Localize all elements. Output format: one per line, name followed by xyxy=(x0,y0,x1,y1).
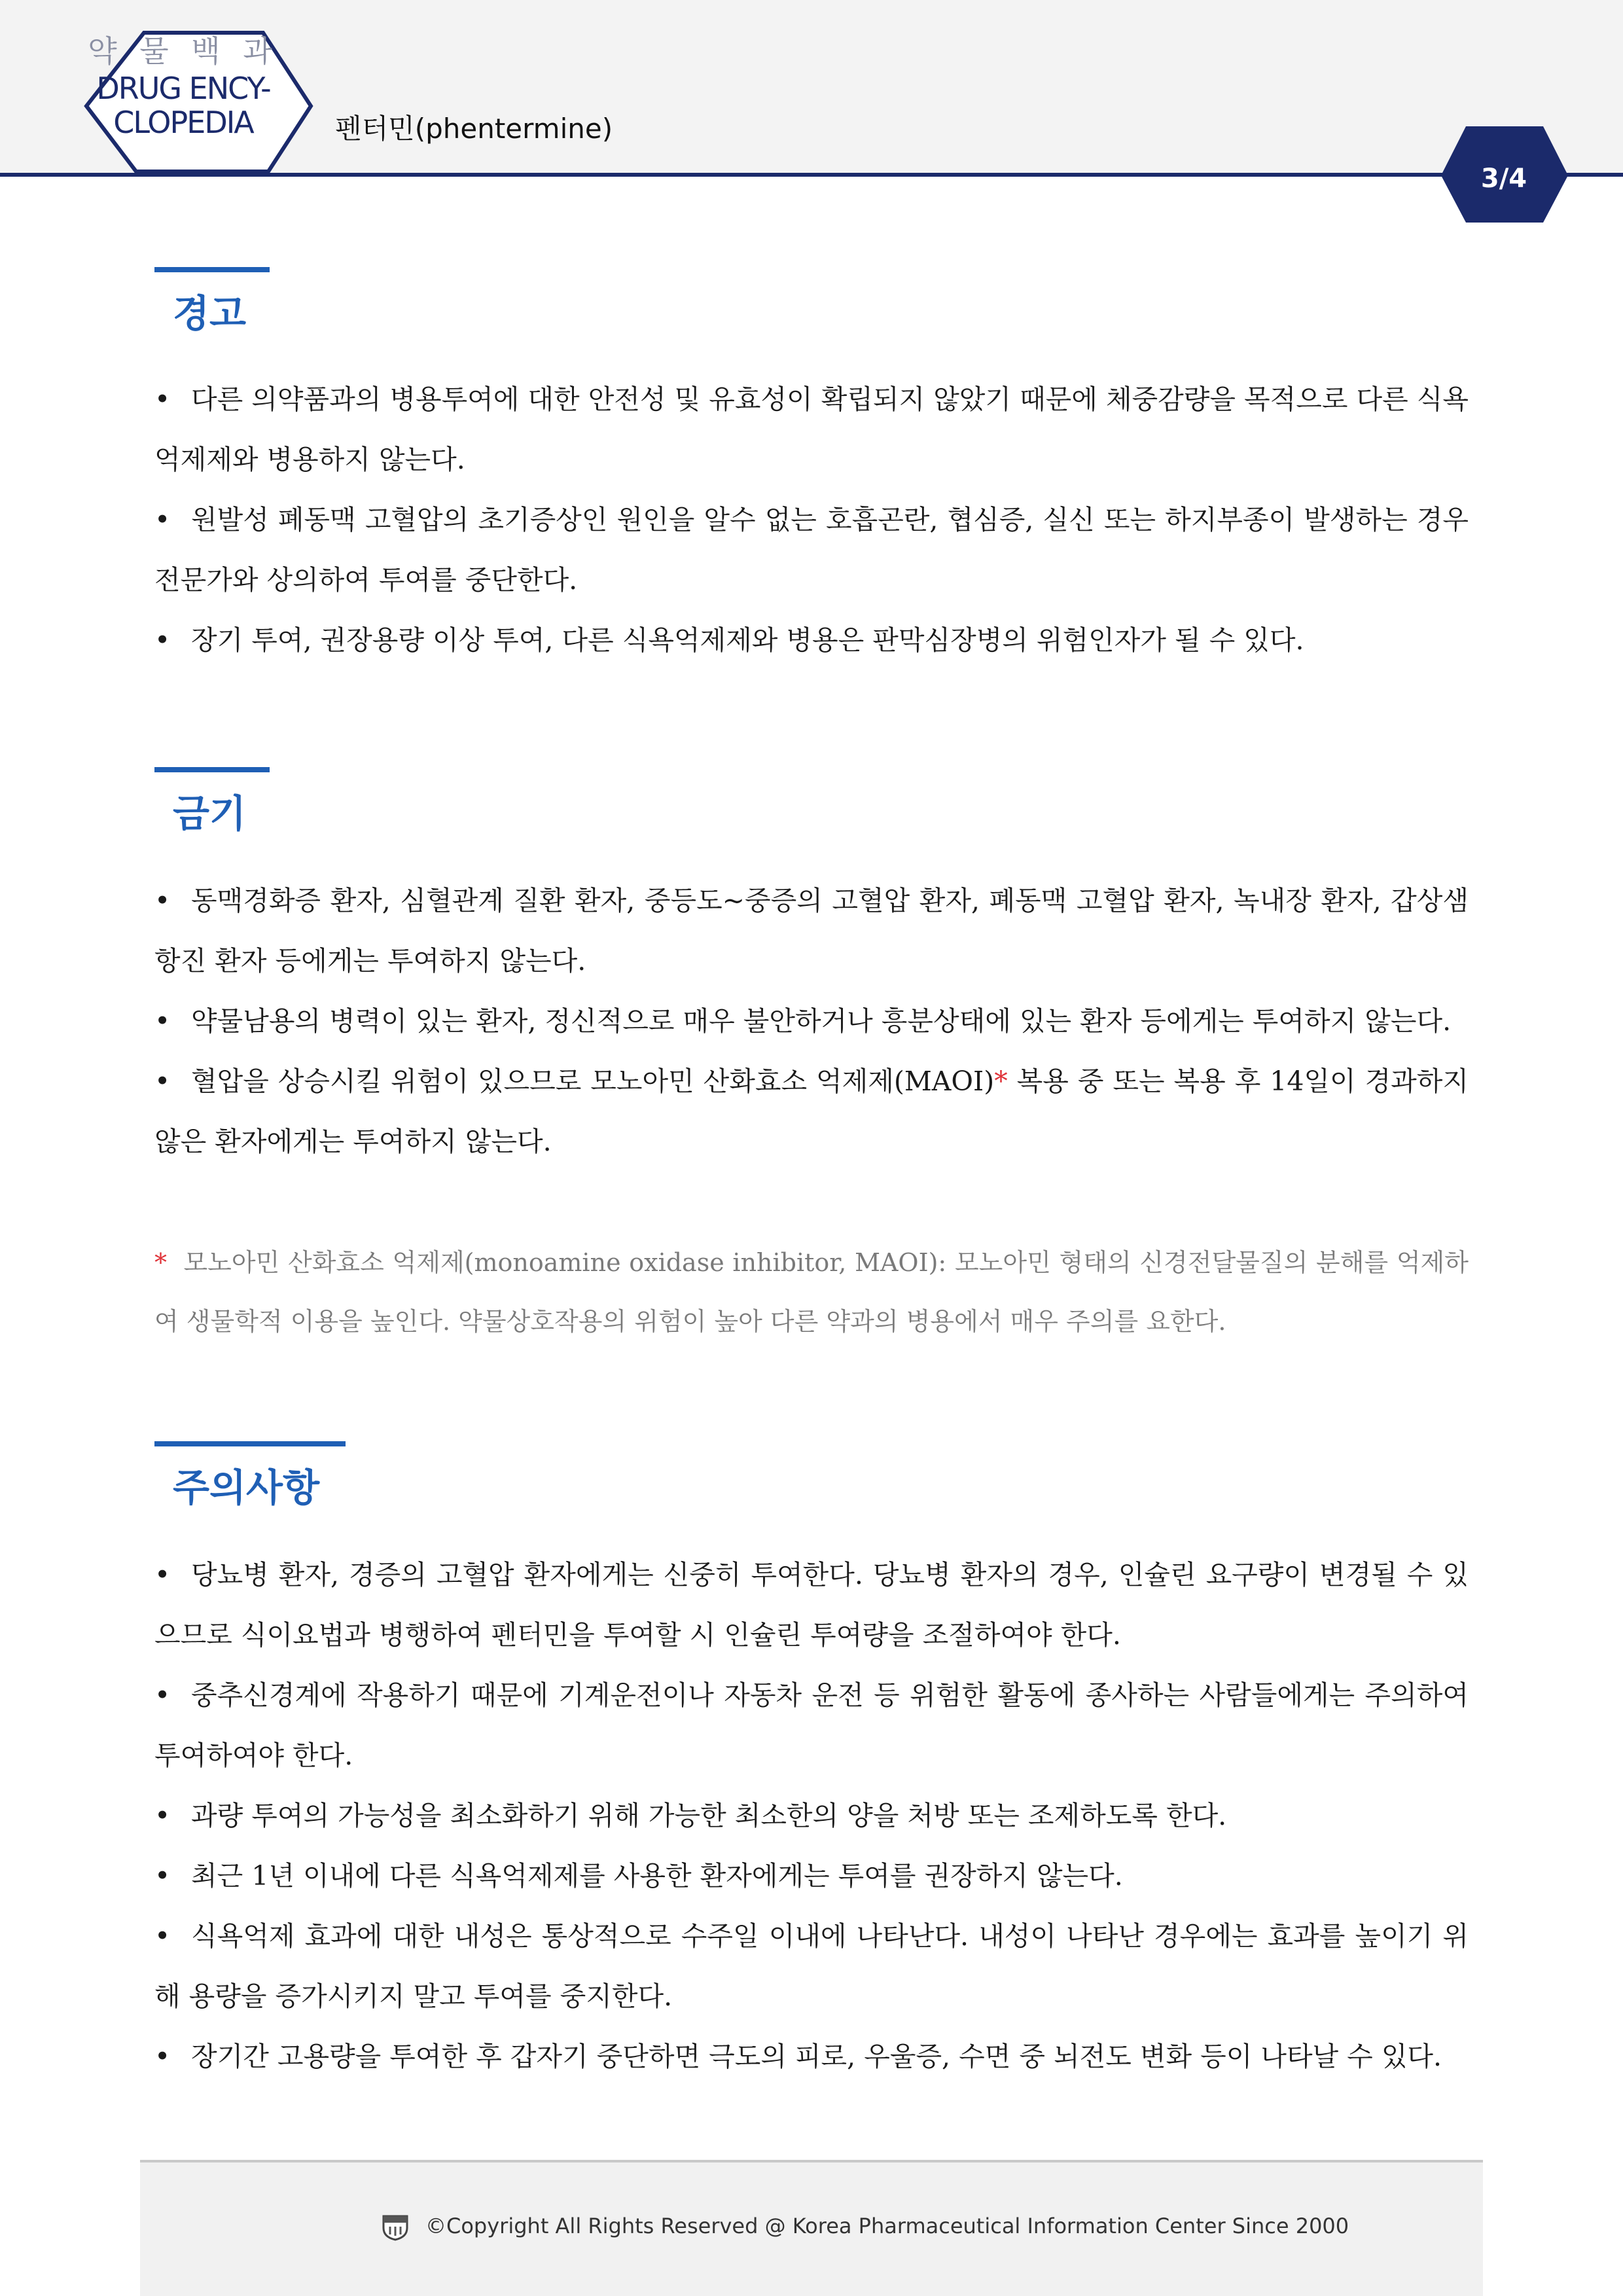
section-bar-warning xyxy=(154,267,270,272)
list-item: • 혈압을 상승시킬 위험이 있으므로 모노아민 산화효소 억제제(MAOI)* 복용 중 또는 복용 후 14일이 경과하지 않은 환자에게는 투여하지 않는다. xyxy=(154,1051,1469,1172)
document-title: 펜터민(phentermine) xyxy=(335,113,613,145)
bullet-icon: • xyxy=(154,1800,171,1831)
section-title-precaution: 주의사항 xyxy=(173,1465,320,1510)
footnote-marker: * xyxy=(154,1248,167,1277)
footnote: * 모노아민 산화효소 억제제(monoamine oxidase inhibitor, MAOI): 모노아민 형태의 신경전달물질의 분해를 억제하여 생물학적 이용을 높인다. 약물상호작용의 위험이 높아 다른 약과의 병용에서 매우 주의를 요한다. xyxy=(154,1248,1469,1336)
bullet-icon: • xyxy=(154,885,171,916)
copyright-text: ©Copyright All Rights Reserved @ Korea Pharmaceutical Information Center Since 2000 xyxy=(425,2214,1349,2238)
list-item: • 과량 투여의 가능성을 최소화하기 위해 가능한 최소한의 양을 처방 또는 조제하도록 한다. xyxy=(154,1785,1469,1846)
bullet-icon: • xyxy=(154,1066,171,1097)
list-item: • 식욕억제 효과에 대한 내성은 통상적으로 수주일 이내에 나타난다. 내성이 나타난 경우에는 효과를 높이기 위해 용량을 증가시키지 말고 투여를 중지한다. xyxy=(154,1906,1469,2026)
bullet-icon: • xyxy=(154,1559,171,1590)
list-item: • 다른 의약품과의 병용투여에 대한 안전성 및 유효성이 확립되지 않았기 때문에 체중감량을 목적으로 다른 식욕억제제와 병용하지 않는다. xyxy=(154,369,1469,490)
bullet-icon: • xyxy=(154,1005,171,1037)
list-item: • 장기 투여, 권장용량 이상 투여, 다른 식욕억제제와 병용은 판막심장병의 위험인자가 될 수 있다. xyxy=(154,610,1469,670)
section-bar-precaution xyxy=(154,1441,346,1446)
list-item: • 중추신경계에 작용하기 때문에 기계운전이나 자동차 운전 등 위험한 활동에 종사하는 사람들에게는 주의하여 투여하여야 한다. xyxy=(154,1665,1469,1785)
list-item: • 원발성 폐동맥 고혈압의 초기증상인 원인을 알수 없는 호흡곤란, 협심증, 실신 또는 하지부종이 발생하는 경우 전문가와 상의하여 투여를 중단한다. xyxy=(154,490,1469,610)
list-item: • 당뇨병 환자, 경증의 고혈압 환자에게는 신중히 투여한다. 당뇨병 환자의 경우, 인슐린 요구량이 변경될 수 있으므로 식이요법과 병행하여 펜터민을 투여할 시 인슐린 투여량을 조절하여야 한다. xyxy=(154,1545,1469,1665)
list-item: • 최근 1년 이내에 다른 식욕억제제를 사용한 환자에게는 투여를 권장하지 않는다. xyxy=(154,1846,1469,1906)
list-item: • 장기간 고용량을 투여한 후 갑자기 중단하면 극도의 피로, 우울증, 수면 중 뇌전도 변화 등이 나타날 수 있다. xyxy=(154,2026,1469,2087)
section-title-contraindication: 금기 xyxy=(173,791,247,836)
bullet-icon: • xyxy=(154,1860,171,1892)
list-item: • 약물남용의 병력이 있는 환자, 정신적으로 매우 불안하거나 흥분상태에 있는 환자 등에게는 투여하지 않는다. xyxy=(154,991,1469,1051)
logo-english-line2: CLOPEDIA xyxy=(113,105,253,140)
bullet-icon: • xyxy=(154,1920,171,1952)
bullet-icon: • xyxy=(154,2041,171,2072)
logo-korean: 약 물 백 과 xyxy=(88,33,279,69)
page-number: 3/4 xyxy=(1480,164,1527,194)
bullet-icon: • xyxy=(154,384,171,415)
logo-english-line1: DRUG ENCY- xyxy=(96,71,270,106)
section-bar-contraindication xyxy=(154,767,270,772)
bullet-icon: • xyxy=(154,1679,171,1711)
footnote-marker: * xyxy=(994,1066,1008,1097)
header-divider xyxy=(0,173,1623,177)
section-title-warning: 경고 xyxy=(173,291,247,336)
bullet-icon: • xyxy=(154,624,171,656)
kpic-emblem-icon xyxy=(381,2212,410,2241)
bullet-icon: • xyxy=(154,504,171,535)
list-item: • 동맥경화증 환자, 심혈관계 질환 환자, 중등도~중증의 고혈압 환자, 폐동맥 고혈압 환자, 녹내장 환자, 갑상샘 항진 환자 등에게는 투여하지 않는다. xyxy=(154,870,1469,991)
